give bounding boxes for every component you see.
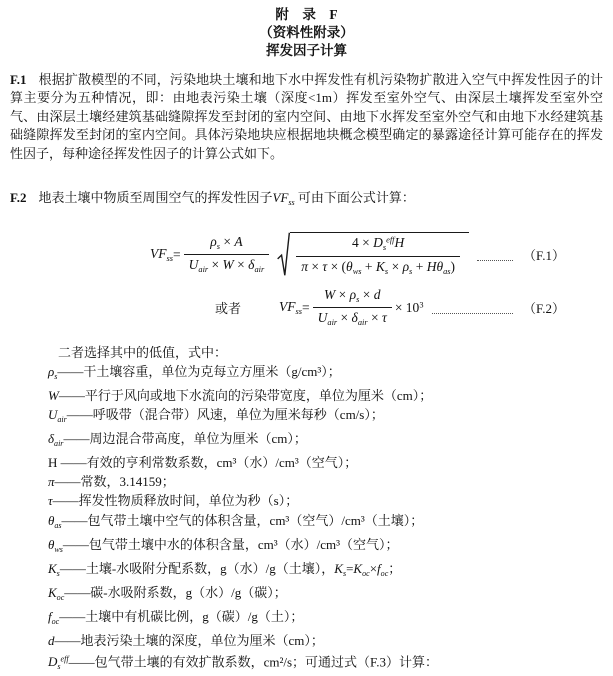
sqrt-sign-icon [277, 232, 290, 277]
clause-f1 [10, 71, 603, 163]
formula-f2: $VF_{ss}$ = $\frac{W \times \rho_s \times d}{U_{air} \times \delta_{air} \times \tau}$ × $10^3$ [279, 287, 424, 328]
formula-f2-row [10, 287, 603, 329]
clause-f2-label: F.2 [10, 190, 27, 206]
clause-f2 [10, 189, 603, 212]
formula-f1: $VF_{ss}$ = $\frac{\rho_s \times A}{U_{air} \times W \times \delta_{air}}$ $\frac{4 \times D_s^{eff}H}{\pi \times \tau \times (\theta_{ws} + K_s \times \rho_s + H\theta_{as})}$ [150, 232, 469, 277]
formula-f1-label: （F.1） [523, 248, 565, 264]
appendix-subtitle: （资料性附录） [259, 25, 354, 40]
definition-item-pi: π——常数，3.14159； [48, 474, 175, 490]
fraction: $\frac{W \times \rho_s \times d}{U_{air} \times \delta_{air} \times \tau}$ [313, 287, 392, 329]
definition-item-theta-ws: $\theta_{ws}——$包气带土壤中水的体积含量，cm³（水）/cm³（空气）； [48, 536, 399, 554]
definition-item-h: H ——有效的亨利常数系数，cm³（水）/cm³（空气）； [48, 455, 358, 471]
definition-item-k-oc: $K_{oc}——$碳-水吸附系数，g（水）/g（碳）； [48, 584, 287, 602]
dotted-leader [477, 259, 513, 261]
definition-item-d-eff: $D_s^{eff}——$包气带土壤的有效扩散系数，cm²/s；可通过式（F.3）计算： [48, 654, 438, 672]
clause-f1-text: 根据扩散模型的不同，污染地块土壤和地下水中挥发性有机污染物扩散进入空气中挥发性因子的计算主要分为五种情况，即：由地表污染土壤（深度<1m）挥发至室外空气、由深层土壤挥发至室外空气、由深层土壤经建筑基础缝隙挥发至封闭的室内空间、由地下水挥发至室外空气和由地下水经建筑基础缝隙挥发至封闭的室内空间。具体污染地块应根据地块概念模型确定的暴露途径计算可能存在的挥发性因子，每种途径挥发性因子的计算公式如下。 [10, 72, 603, 161]
definition-item-f-oc: $f_{oc}——$土壤中有机碳比例，g（碳）/g（土）； [48, 608, 304, 626]
appendix-title: 附 录 F [275, 7, 338, 22]
fraction: $\frac{4 \times D_s^{eff}H}{\pi \times \tau \times (\theta_{ws} + K_s \times \rho_s + H\theta_{as})}$ [296, 235, 460, 277]
definition-item-d: d——地表污染土壤的深度，单位为厘米（cm）； [48, 632, 324, 648]
formula-f1-row [10, 232, 603, 277]
square-root [277, 232, 469, 277]
definition-item-tau: τ——挥发性物质释放时间，单位为秒（s）； [48, 493, 299, 509]
dotted-leader [432, 312, 514, 314]
definition-item-k-s: $K_s——$土壤-水吸附分配系数，g（水）/g（土壤），$K_s=K_{oc}\times f_{oc}$； [48, 560, 402, 578]
formula-f2-label: （F.2） [523, 301, 565, 317]
definition-item-delta-air: $\delta_{air}——$周边混合带高度，单位为厘米（cm）； [48, 431, 307, 448]
clause-f2-text: 地表土壤中物质至周围空气的挥发性因子$VF_{ss}$ 可由下面公式计算： [38, 190, 415, 207]
definitions-intro: 二者选择其中的低值，式中： [58, 344, 228, 360]
or-label: 或者 [215, 301, 242, 317]
clause-f1-label: F.1 [10, 72, 27, 87]
definitions-list [48, 362, 603, 676]
fraction: $\frac{\rho_s \times A}{U_{air} \times W \times \delta_{air}}$ [184, 234, 270, 276]
definition-item-w: W——平行于风向或地下水流向的污染带宽度，单位为厘米（cm）； [48, 387, 433, 403]
definition-item-u-air: $U_{air}——$呼吸带（混合带）风速，单位为厘米每秒（cm/s）； [48, 407, 384, 424]
appendix-heading: 挥发因子计算 [266, 43, 347, 58]
title-block [10, 6, 603, 60]
definition-item-rho-s: $\rho_s——$干土壤容重，单位为克每立方厘米（g/cm³）； [48, 363, 341, 381]
definition-item-theta-as: $\theta_{as}——$包气带土壤中空气的体积含量，cm³（空气）/cm³（土壤）； [48, 512, 424, 530]
